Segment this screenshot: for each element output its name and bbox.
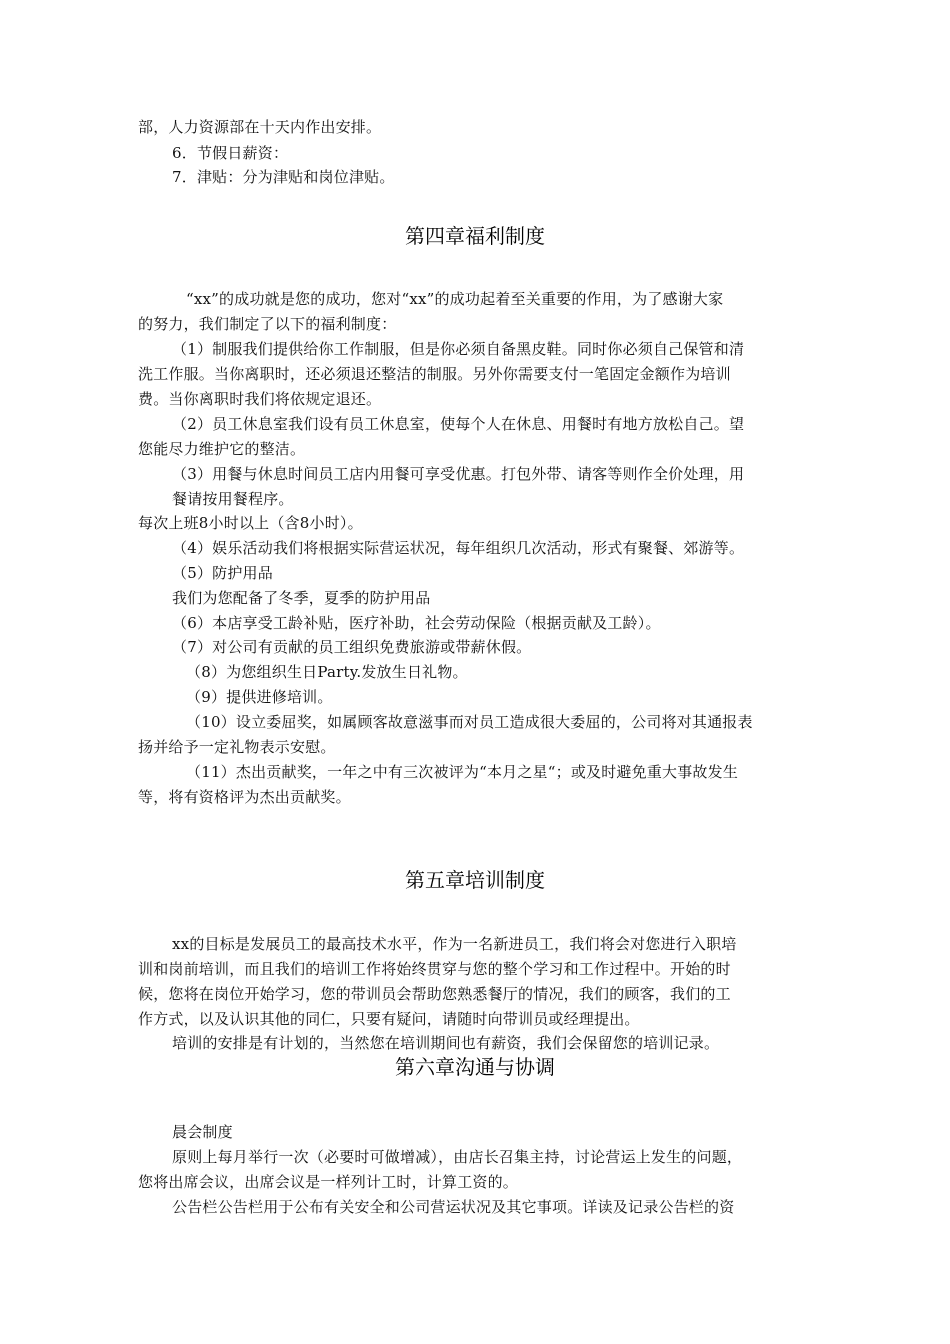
paragraph-line: 您能尽力维护它的整洁。 bbox=[138, 440, 306, 458]
paragraph-line: 训和岗前培训，而且我们的培训工作将始终贯穿与您的整个学习和工作过程中。开始的时 bbox=[138, 960, 731, 978]
benefit-item-1: （1）制服我们提供给你工作制服，但是你必须自备黑皮鞋。同时你必须自己保管和清 bbox=[172, 340, 745, 358]
paragraph-line: 作方式，以及认识其他的同仁，只要有疑问，请随时向带训员或经理提出。 bbox=[138, 1010, 640, 1028]
benefit-item-8: （8）为您组织生日Party.发放生日礼物。 bbox=[186, 663, 468, 681]
benefit-item-4: （4）娱乐活动我们将根据实际营运状况，每年组织几次活动，形式有聚餐、郊游等。 bbox=[172, 539, 745, 557]
paragraph-line: 扬并给予一定礼物表示安慰。 bbox=[138, 738, 336, 756]
paragraph-line: 候，您将在岗位开始学习，您的带训员会帮助您熟悉餐厅的情况，我们的顾客，我们的工 bbox=[138, 985, 731, 1003]
paragraph-line: 等，将有资格评为杰出贡献奖。 bbox=[138, 788, 351, 806]
benefit-item-6: （6）本店享受工龄补贴，医疗补助，社会劳动保险（根据贡献及工龄）。 bbox=[172, 614, 661, 632]
chapter-4-heading: 第四章福利制度 bbox=[405, 224, 545, 248]
benefit-item-10: （10）设立委屈奖，如属顾客故意滋事而对员工造成很大委屈的，公司将对其通报表 bbox=[186, 713, 753, 731]
section-morning-meeting: 晨会制度 bbox=[172, 1123, 233, 1141]
paragraph-line: 洗工作服。当你离职时，还必须退还整洁的制服。另外你需要支付一笔固定金额作为培训 bbox=[138, 365, 731, 383]
paragraph-line: 餐请按用餐程序。 bbox=[172, 490, 294, 508]
list-item-holiday-pay: 6．节假日薪资： bbox=[172, 144, 289, 162]
benefit-item-11: （11）杰出贡献奖，一年之中有三次被评为“本月之星“；或及时避免重大事故发生 bbox=[186, 763, 739, 781]
chapter-5-heading: 第五章培训制度 bbox=[405, 868, 545, 892]
paragraph-line: 原则上每月举行一次（必要时可做增减），由店长召集主持，讨论营运上发生的问题， bbox=[172, 1148, 743, 1166]
paragraph-line: 培训的安排是有计划的，当然您在培训期间也有薪资，我们会保留您的培训记录。 bbox=[172, 1034, 720, 1052]
paragraph-line: 部，人力资源部在十天内作出安排。 bbox=[138, 118, 382, 136]
benefit-item-2: （2）员工休息室我们设有员工休息室，使每个人在休息、用餐时有地方放松自己。望 bbox=[172, 415, 745, 433]
paragraph-line: “xx”的成功就是您的成功，您对“xx”的成功起着至关重要的作用，为了感谢大家 bbox=[186, 290, 724, 308]
paragraph-line: xx的目标是发展员工的最高技术水平，作为一名新进员工，我们将会对您进行入职培 bbox=[172, 935, 737, 953]
paragraph-line: 费。当你离职时我们将依规定退还。 bbox=[138, 390, 382, 408]
benefit-item-7: （7）对公司有贡献的员工组织免费旅游或带薪休假。 bbox=[172, 638, 532, 656]
paragraph-line: 您将出席会议，出席会议是一样列计工时，计算工资的。 bbox=[138, 1173, 519, 1191]
list-item-allowance: 7．津贴：分为津贴和岗位津贴。 bbox=[172, 168, 395, 186]
benefit-item-9: （9）提供进修培训。 bbox=[186, 688, 333, 706]
benefit-item-3: （3）用餐与休息时间员工店内用餐可享受优惠。打包外带、请客等则作全价处理，用 bbox=[172, 465, 745, 483]
paragraph-line: 每次上班8小时以上（含8小时）。 bbox=[138, 514, 363, 532]
benefit-item-5: （5）防护用品 bbox=[172, 564, 273, 582]
paragraph-line: 的努力，我们制定了以下的福利制度： bbox=[138, 315, 397, 333]
paragraph-line: 公告栏公告栏用于公布有关安全和公司营运状况及其它事项。详读及记录公告栏的资 bbox=[172, 1198, 735, 1216]
paragraph-line: 我们为您配备了冬季，夏季的防护用品 bbox=[172, 589, 431, 607]
chapter-6-heading: 第六章沟通与协调 bbox=[395, 1055, 555, 1079]
